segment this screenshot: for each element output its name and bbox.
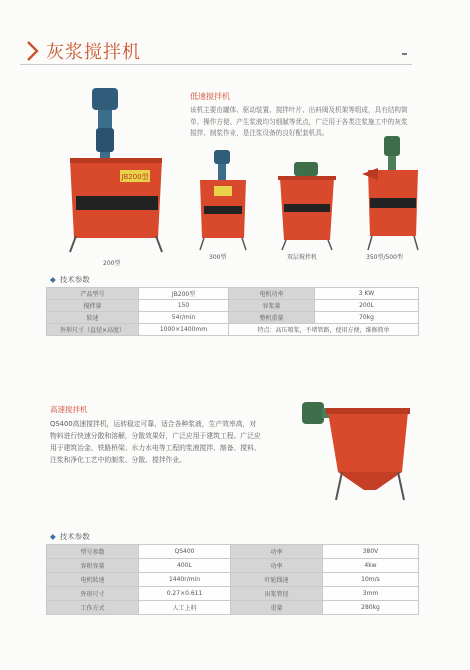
table-row: 产品型号 JB200型 电机功率 3 KW: [47, 288, 419, 300]
diamond-icon: ◆: [50, 532, 56, 541]
mixer-qs400-image: [298, 392, 414, 502]
spec-heading: ◆ 技术参数: [50, 275, 90, 284]
mixer-350-500-image: [360, 134, 424, 252]
page-title: 灰浆搅拌机: [46, 42, 141, 63]
machine-caption: 350型/500型: [366, 254, 403, 261]
table-row: 电机转速 1440r/min 叶轮线速 10m/s: [47, 573, 419, 587]
machine-caption: 300型: [209, 254, 227, 261]
table-row: 外形尺寸（直径×高度） 1000×1400mm 特点：高压喷浆，不堵管路，使用方便，维修简单: [47, 324, 419, 336]
intro-label: 低速搅拌机: [190, 92, 230, 101]
corner-mark: [402, 53, 407, 55]
spec-heading: ◆ 技术参数: [50, 532, 90, 541]
machine-caption: 200型: [103, 260, 121, 267]
table-row: 转速 54r/min 整机重量 70kg: [47, 312, 419, 324]
spec-table-1: [46, 287, 419, 336]
spec-table-2: [46, 544, 419, 615]
mixer-200-image: [62, 86, 172, 256]
mixer-300-image: [194, 148, 252, 252]
hs-label: 高速搅拌机: [50, 405, 88, 414]
hs-text: QS400高速搅拌机，运转稳定可靠，适合各种浆液，生产效率高，对物料进行快速分散和溶解，分散效果好，广泛应用于建筑工程。广泛应用于建筑冶金、铁路桥梁、水力水电等工程的浆液搅拌、制备、搅料、注浆和净化工艺中的制浆、分散、搅拌作业。: [50, 420, 261, 464]
intro-text: 该机主要由罐体、驱动装置、搅拌叶片、出料阀及机架等组成，具有结构简单、操作方便、产生浆液均匀细腻等优点，广泛用于各类注浆施工中的灰浆搅拌、制浆作业，是注浆设备的良好配套机具。: [190, 106, 408, 137]
mixer-double-layer-image: [272, 160, 342, 252]
table-row: 搅拌量 150 容浆量 200L: [47, 300, 419, 312]
table-row: 型号参数 QS400 功率 380V: [47, 545, 419, 559]
table-row: 容积容量 400L 功率 4kw: [47, 559, 419, 573]
table-row: 外形尺寸 0.27×0.611 出浆管径 3mm: [47, 587, 419, 601]
svg-text:JB200型: JB200型: [121, 173, 149, 181]
title-divider: [20, 64, 412, 65]
chevron-right-icon: [26, 40, 40, 62]
machine-caption: 双层搅拌机: [287, 254, 318, 261]
diamond-icon: ◆: [50, 275, 56, 284]
table-row: 工作方式 人工上料 重量 280kg: [47, 601, 419, 615]
